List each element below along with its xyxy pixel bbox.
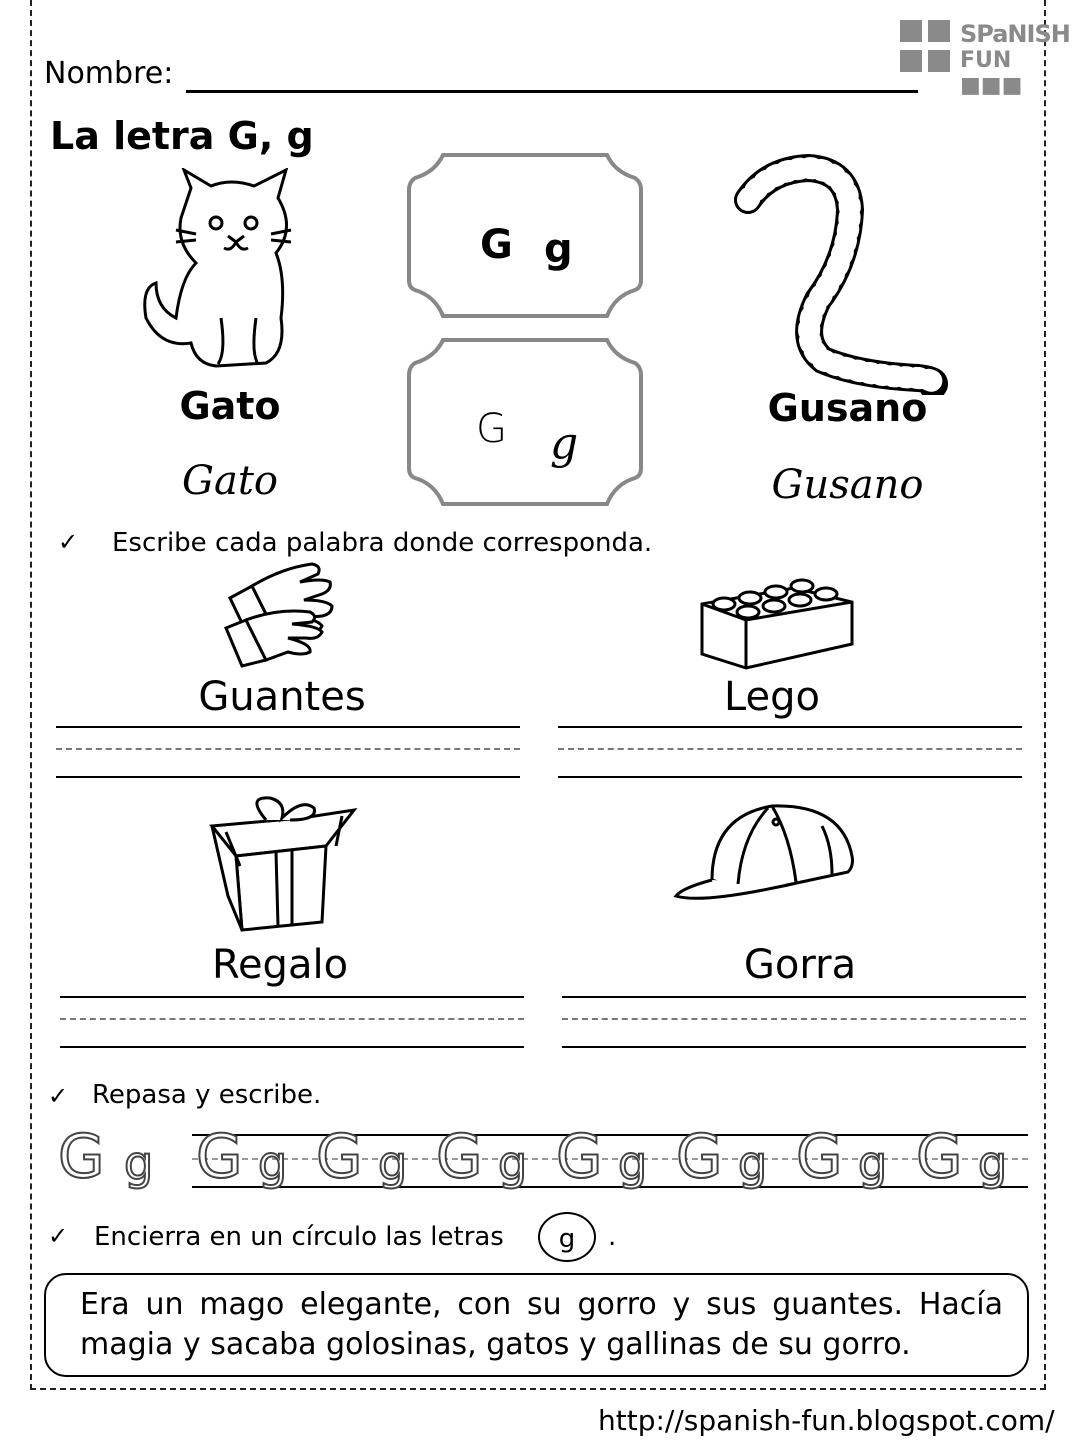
trace-letter: g bbox=[258, 1136, 288, 1190]
writing-line-top[interactable] bbox=[60, 996, 524, 998]
card-print-lower: g bbox=[544, 226, 573, 272]
trace-letter: g bbox=[978, 1136, 1008, 1190]
name-field[interactable] bbox=[186, 90, 918, 93]
footer-url[interactable]: http://spanish-fun.blogspot.com/ bbox=[598, 1404, 1055, 1437]
check-icon: ✓ bbox=[58, 528, 79, 556]
writing-line-bottom bbox=[558, 776, 1022, 778]
cat-icon bbox=[136, 168, 306, 378]
page-title: La letra G, g bbox=[50, 114, 314, 158]
instruction-circle: Encierra en un círculo las letras bbox=[94, 1222, 504, 1252]
vocab-word-regalo: Regalo bbox=[211, 942, 349, 988]
gift-icon bbox=[206, 796, 358, 932]
writing-line-bottom bbox=[56, 776, 520, 778]
name-label: Nombre: bbox=[44, 56, 174, 91]
gloves-icon bbox=[222, 560, 348, 668]
featured-cursive-gato: Gato bbox=[182, 458, 278, 504]
instruction-circle-end: . bbox=[608, 1222, 617, 1252]
writing-line-bottom bbox=[60, 1046, 524, 1048]
trace-letter: g bbox=[618, 1136, 648, 1190]
trace-letter: G bbox=[316, 1122, 363, 1192]
spanish-fun-logo bbox=[900, 20, 1070, 98]
trace-letter: G bbox=[196, 1122, 243, 1192]
lego-brick-icon bbox=[698, 558, 856, 670]
vocab-word-guantes: Guantes bbox=[198, 674, 366, 720]
vocab-word-gorra: Gorra bbox=[743, 942, 857, 988]
cap-icon bbox=[672, 796, 858, 906]
featured-cursive-gusano: Gusano bbox=[771, 462, 924, 508]
trace-letter: G bbox=[796, 1122, 843, 1192]
writing-line-top[interactable] bbox=[558, 726, 1022, 728]
trace-row[interactable] bbox=[196, 1122, 1032, 1192]
trace-model-upper: G bbox=[58, 1122, 105, 1192]
vocab-word-lego: Lego bbox=[723, 674, 821, 720]
trace-letter: g bbox=[738, 1136, 768, 1190]
instruction-write-words: Escribe cada palabra donde corresponda. bbox=[112, 528, 653, 558]
featured-word-gato: Gato bbox=[179, 384, 281, 428]
trace-letter: g bbox=[498, 1136, 528, 1190]
circled-letter: g bbox=[538, 1212, 596, 1262]
logo-text-top: SPaNISH bbox=[960, 20, 1070, 48]
trace-letter: g bbox=[858, 1136, 888, 1190]
worm-icon bbox=[728, 150, 948, 395]
card-cursive-upper: G bbox=[476, 406, 507, 452]
featured-word-gusano: Gusano bbox=[767, 386, 928, 430]
logo-text-bottom: FUN ■■■ bbox=[960, 48, 1023, 98]
trace-letter: G bbox=[916, 1122, 963, 1192]
writing-line-mid bbox=[558, 748, 1022, 750]
story-text[interactable]: Era un mago elegante, con su gorro y sus guantes. Hacía magia y sacaba golosinas, gatos y gallinas de su gorro. bbox=[44, 1273, 1029, 1377]
card-cursive-lower: g bbox=[550, 418, 579, 469]
trace-model-lower: g bbox=[124, 1136, 154, 1190]
writing-line-mid bbox=[562, 1018, 1026, 1020]
writing-line-mid bbox=[60, 1018, 524, 1020]
writing-line-top[interactable] bbox=[562, 996, 1026, 998]
check-icon: ✓ bbox=[48, 1222, 69, 1250]
trace-letter: g bbox=[378, 1136, 408, 1190]
trace-letter: G bbox=[676, 1122, 723, 1192]
check-icon: ✓ bbox=[48, 1082, 69, 1110]
instruction-trace: Repasa y escribe. bbox=[92, 1080, 322, 1110]
trace-letter: G bbox=[436, 1122, 483, 1192]
letter-card-frames bbox=[405, 150, 645, 510]
writing-line-mid bbox=[56, 748, 520, 750]
trace-letter: G bbox=[556, 1122, 603, 1192]
writing-line-top[interactable] bbox=[56, 726, 520, 728]
writing-line-bottom bbox=[562, 1046, 1026, 1048]
card-print-upper: G bbox=[480, 222, 513, 268]
